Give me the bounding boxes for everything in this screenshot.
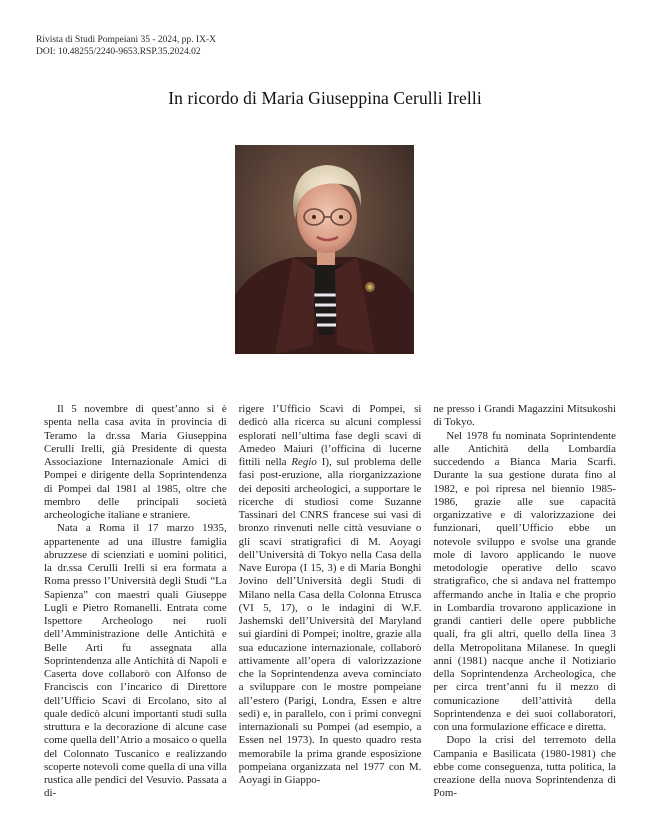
paragraph: Nel 1978 fu nominata Soprintendente alle Antichità della Lombardia succedendo a Bianca Maria Scarfì. Durante la sua gestione durata fino al 1982, e poi ripresa nel biennio 1985-1986, grazie alle sue capacità organizzative e di valorizzazione dei funzionari, quell’Ufficio ebbe un notevole sviluppo e svolse una grande mole di lavoro applicando le nuove metodologie operative dello scavo stratigrafico, che si andava nel frattempo affermando anche in Italia e che proprio in Lombardia trovarono applicazione in grandi cantieri delle opere pubbliche quali, fra gli altri, quello della linea 3 della Metropolitana Milanese. In quegli anni (1981) nacque anche il Notiziario della Soprintendenza Archeologica, che per circa trent’anni fu il mezzo di comunicazione dell’attività della Soprintendenza e dei suoi collaboratori, con una formulazione efficace e diretta. xyxy=(433,429,617,733)
text-column-3 xyxy=(433,403,617,800)
paragraph xyxy=(239,403,422,787)
paragraph-text: I), sul problema delle fasi post-eruzione, alla riorganizzazione dei depositi archeologici, a supportare le ricerche di studiosi come Suzanne Tassinari del CNRS francese sui vasi di bronzo rinvenuti nelle città vesuviane o gli scavi stratigrafici di M. Aoyagi dell’Università di Tokyo nella Casa della Nave Europa (I 15, 3) e di Maria Bonghi Jovino dell’Università degli Studi di Milano nella Casa della Colonna Etrusca (VI 5, 17), o le indagini di W.F. Jashemski dell’Università del Maryland sui giardini di Pompei; inoltre, grazie alla sua educazione internazionale, collaborò attivamente all’opera di valorizzazione che la Soprintendenza aveva cominciato a sviluppare con le mostre pompeiane all’estero (Parigi, Londra, Essen e altre sedi) e, in parallelo, con i primi convegni internazionali su Pompei (ad esempio, a Essen nel 1973). In questo quadro resta memorabile la prima grande esposizione pompeiana organizzata nel 1977 con M. Aoyagi in Giappo- xyxy=(238,456,422,786)
portrait-icon xyxy=(235,145,414,354)
paragraph: Nata a Roma il 17 marzo 1935, appartenente ad una illustre famiglia abruzzese di scienziati e uomini politici, la dr.ssa Cerulli Irelli si era formata a Roma presso l’Università degli Studi “La Sapienza” con maestri quali Giuseppe Lugli e Pietro Romanelli. Entrata come Ispettore Archeologo nei ruoli dell’Amministrazione delle Antichità e Belle Arti fu assegnata alla Soprintendenza alle Antichità di Napoli e Caserta dove collaborò con Alfonso de Franciscis con l’incarico di Direttore dell’Ufficio Scavi di Ercolano, sito al quale dedicò alcuni importanti studi sulla struttura e la decorazione di alcune case come quella dell’Atrio a mosaico o quella del Colonnato Tuscanico e realizzando scoperte notevoli come quella di una villa rustica alle pendici del Vesuvio. Passata a di- xyxy=(44,522,227,800)
text-column-2 xyxy=(238,403,422,786)
article-body xyxy=(44,403,617,800)
doi: DOI: 10.48255/2240-9653.RSP.35.2024.02 xyxy=(36,47,201,57)
portrait-photo xyxy=(235,145,414,354)
text-column-1 xyxy=(44,403,227,800)
paragraph-text: rigere l’Ufficio Scavi di Pompei, si dedicò alla ricerca su alcuni complessi esplorati nell’ultima fase degli scavi di Amedeo Maiuri (l’officina di lucerne fittili nella xyxy=(238,403,422,468)
paragraph: ne presso i Grandi Magazzini Mitsukoshi di Tokyo. xyxy=(433,403,617,429)
italic-term: Regio xyxy=(291,456,317,468)
paragraph: Il 5 novembre di quest’anno si è spenta nella casa avita in provincia di Teramo la dr.ssa Maria Giuseppina Cerulli Irelli, già Presidente di questa Associazione Internazionale Amici di Pompei e dirigente della Soprintendenza di Pompei dal 1981 al 1985, oltre che membro delle principali società archeologiche italiane e straniere. xyxy=(44,403,227,521)
journal-citation: Rivista di Studi Pompeiani 35 - 2024, pp. IX-X xyxy=(36,35,216,45)
running-header xyxy=(36,34,216,58)
paragraph: Dopo la crisi del terremoto della Campania e Basilicata (1980-1981) che ebbe come conseguenza, tutta politica, la creazione della nuova Soprintendenza di Pom- xyxy=(433,734,617,800)
article-title: In ricordo di Maria Giuseppina Cerulli Irelli xyxy=(168,88,482,108)
